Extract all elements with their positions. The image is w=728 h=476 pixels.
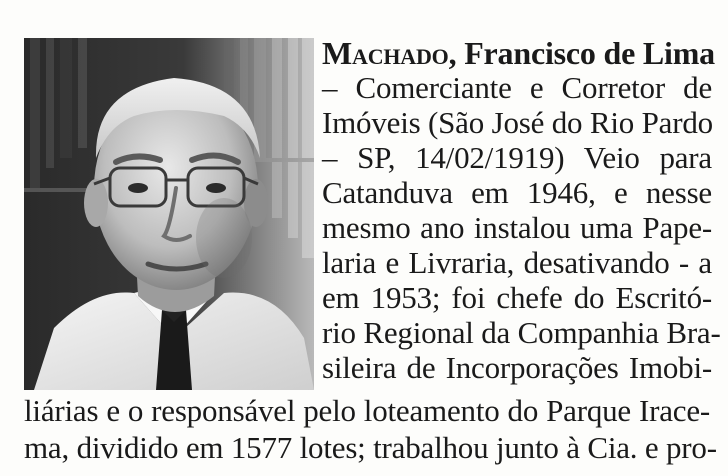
text-line-4: Catanduva em 1946, e nesse: [322, 175, 712, 210]
text-line-11: ma, dividido em 1577 lotes; trabalhou junto à Cia. e pro-: [24, 430, 717, 465]
text-line-6: laria e Livraria, desativando - a: [322, 245, 712, 280]
text-line-5: mesmo ano instalou uma Pape-: [322, 210, 712, 245]
text-line-3: – SP, 14/02/1919) Veio para: [322, 140, 712, 175]
portrait-photo: [24, 38, 314, 390]
text-line-8: rio Regional da Companhia Bra-: [322, 315, 721, 350]
entry-surname: Machado: [322, 35, 449, 71]
text-line-7: em 1953; foi chefe do Escritó-: [322, 280, 712, 315]
entry-name: [322, 36, 722, 70]
text-line-2: Imóveis (São José do Rio Pardo: [322, 105, 713, 140]
text-line-10: liárias e o responsável pelo loteamento do Parque Irace-: [24, 393, 710, 428]
text-line-9: sileira de Incorporações Imobi-: [322, 350, 712, 385]
text-line-1: – Comerciante e Corretor de: [322, 70, 712, 105]
entry-given-names: , Francisco de Lima: [448, 35, 715, 71]
portrait-image: [24, 38, 314, 390]
